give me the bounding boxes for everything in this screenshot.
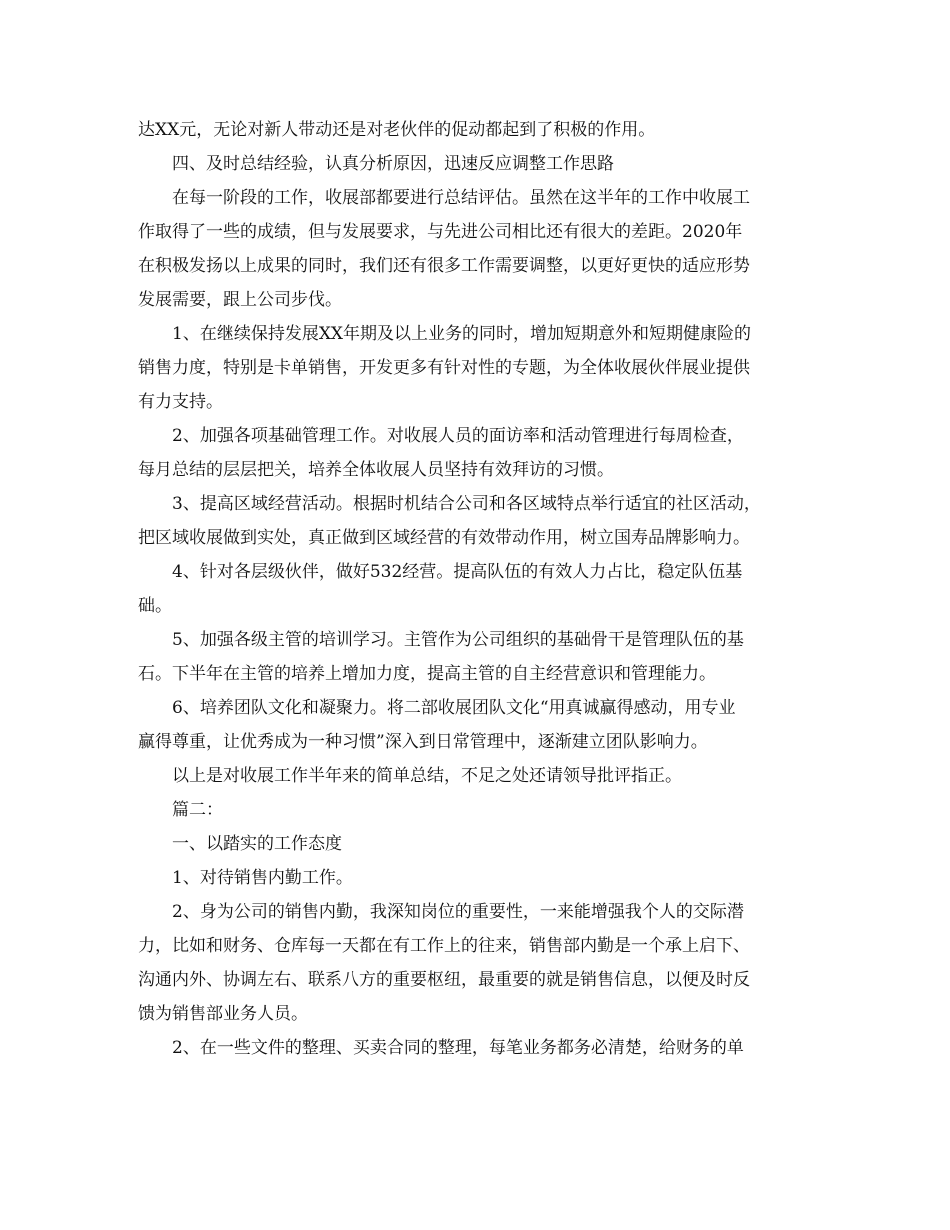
text-line: 1、在继续保持发展XX年期及以上业务的同时，增加短期意外和短期健康险的 (172, 324, 752, 344)
document-body (138, 113, 818, 1065)
text-line: 1、对待销售内勤工作。 (172, 868, 353, 888)
text-line: 在每一阶段的工作，收展部都要进行总结评估。虽然在这半年的工作中收展工 (172, 188, 750, 208)
text-line: 4、针对各层级伙伴，做好532经营。提高队伍的有效人力占比，稳定队伍基 (172, 562, 743, 582)
text-line: 有力支持。 (138, 392, 223, 412)
text-line: 四、及时总结经验，认真分析原因，迅速反应调整工作思路 (172, 154, 614, 174)
text-line: 把区域收展做到实处，真正做到区域经营的有效带动作用，树立国寿品牌影响力。 (138, 528, 750, 548)
text-line: 作取得了一些的成绩，但与发展要求，与先进公司相比还有很大的差距。2020年 (138, 222, 743, 242)
text-line: 赢得尊重，让优秀成为一种习惯”深入到日常管理中，逐渐建立团队影响力。 (138, 732, 708, 752)
text-line: 一、以踏实的工作态度 (172, 834, 342, 854)
text-line: 篇二： (172, 800, 223, 820)
text-line: 础。 (138, 596, 172, 616)
text-line: 5、加强各级主管的培训学习。主管作为公司组织的基础骨干是管理队伍的基 (172, 630, 744, 650)
text-line: 发展需要，跟上公司步伐。 (138, 290, 342, 310)
text-line: 销售力度，特别是卡单销售，开发更多有针对性的专题，为全体收展伙伴展业提供 (138, 358, 750, 378)
text-line: 2、加强各项基础管理工作。对收展人员的面访率和活动管理进行每周检查， (172, 426, 744, 446)
text-line: 每月总结的层层把关，培养全体收展人员坚持有效拜访的习惯。 (138, 460, 614, 480)
text-line: 2、在一些文件的整理、买卖合同的整理，每笔业务都务必清楚，给财务的单 (172, 1038, 744, 1058)
text-line: 3、提高区域经营活动。根据时机结合公司和各区域特点举行适宜的社区活动， (172, 494, 761, 514)
text-line: 沟通内外、协调左右、联系八方的重要枢纽，最重要的就是销售信息，以便及时反 (138, 970, 750, 990)
text-line: 馈为销售部业务人员。 (138, 1004, 308, 1024)
text-line: 2、身为公司的销售内勤，我深知岗位的重要性，一来能增强我个人的交际潜 (172, 902, 744, 922)
text-line: 6、培养团队文化和凝聚力。将二部收展团队文化“用真诚赢得感动，用专业 (172, 698, 736, 718)
text-line: 达XX元，无论对新人带动还是对老伙伴的促动都起到了积极的作用。 (138, 120, 656, 140)
text-line: 在积极发扬以上成果的同时，我们还有很多工作需要调整，以更好更快的适应形势 (138, 256, 750, 276)
text-line: 力，比如和财务、仓库每一天都在有工作上的往来，销售部内勤是一个承上启下、 (138, 936, 750, 956)
text-line: 石。下半年在主管的培养上增加力度，提高主管的自主经营意识和管理能力。 (138, 664, 716, 684)
text-line: 以上是对收展工作半年来的简单总结，不足之处还请领导批评指正。 (172, 766, 682, 786)
